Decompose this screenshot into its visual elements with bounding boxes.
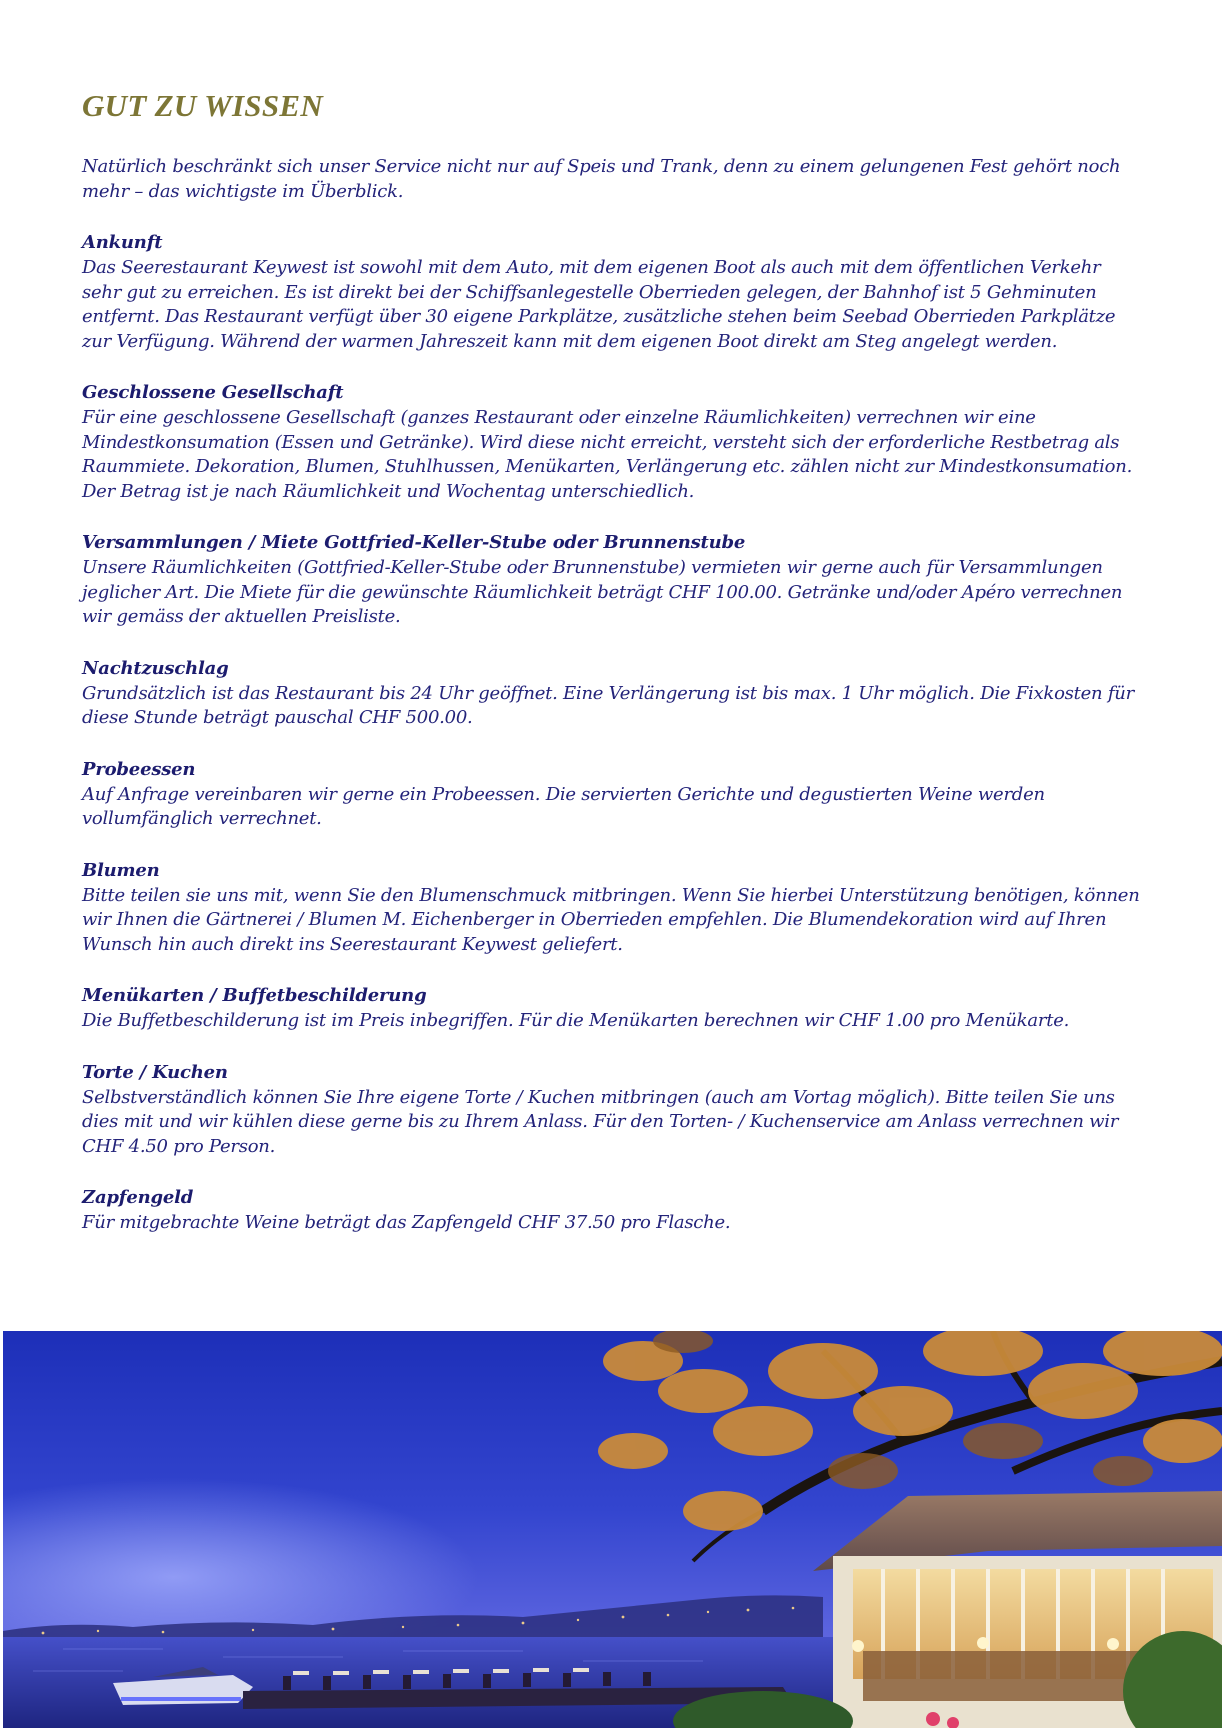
section-geschlossene-gesellschaft: [82, 380, 1142, 504]
lakeside-restaurant-photo: [3, 1331, 1222, 1728]
section-heading: Menükarten / Buffetbeschilderung: [82, 985, 427, 1006]
section-menuekarten: [82, 983, 1142, 1034]
section-zapfengeld: [82, 1185, 1142, 1236]
section-body: Unsere Räumlichkeiten (Gottfried-Keller-Stube oder Brunnenstube) vermieten wir gerne auch für Versammlungen jeglicher Art. Die Miete für die gewünschte Räumlichkeit beträgt CHF 100.00. Getränke und/oder Apéro verrechnen wir gemäss der aktuellen Preisliste.: [82, 557, 1123, 627]
section-body: Die Buffetbeschilderung ist im Preis inbegriffen. Für die Menükarten berechnen wir CHF 1.00 pro Menükarte.: [82, 1010, 1070, 1031]
page-title: GUT ZU WISSEN: [82, 88, 324, 123]
section-heading: Ankunft: [82, 232, 163, 253]
section-heading: Geschlossene Gesellschaft: [82, 382, 344, 403]
section-body: Für mitgebrachte Weine beträgt das Zapfengeld CHF 37.50 pro Flasche.: [82, 1212, 731, 1233]
section-body: Für eine geschlossene Gesellschaft (ganzes Restaurant oder einzelne Räumlichkeiten) verrechnen wir eine Mindestkonsumation (Essen und Getränke). Wird diese nicht erreicht, versteht sich der erforderliche Restbetrag als Raummiete. Dekoration, Blumen, Stuhlhussen, Menükarten, Verlängerung etc. zählen nicht zur Mindestkonsumation. Der Betrag ist je nach Räumlichkeit und Wochentag unterschiedlich.: [82, 407, 1133, 502]
intro-paragraph: Natürlich beschränkt sich unser Service nicht nur auf Speis und Trank, denn zu einem gelungenen Fest gehört noch mehr – das wichtigste im Überblick.: [82, 156, 1121, 202]
section-torte-kuchen: [82, 1060, 1142, 1160]
document-content: [82, 86, 1142, 1236]
section-heading: Nachtzuschlag: [82, 657, 229, 679]
night-lake-scene: [3, 1331, 1222, 1728]
section-body: Grundsätzlich ist das Restaurant bis 24 Uhr geöffnet. Eine Verlängerung ist bis max. 1 Uhr möglich. Die Fixkosten für diese Stunde beträgt pauschal CHF 500.00.: [82, 682, 1134, 728]
section-heading: Probeessen: [82, 758, 196, 780]
section-heading: Torte / Kuchen: [82, 1061, 228, 1083]
section-heading: Zapfengeld: [82, 1187, 194, 1208]
section-blumen: [82, 858, 1142, 958]
section-nachtzuschlag: [82, 656, 1142, 731]
section-versammlungen: [82, 530, 1142, 630]
section-probeessen: [82, 757, 1142, 832]
section-body: Das Seerestaurant Keywest ist sowohl mit dem Auto, mit dem eigenen Boot als auch mit dem öffentlichen Verkehr sehr gut zu erreichen. Es ist direkt bei der Schiffsanlegestelle Oberrieden gelegen, der Bahnhof ist 5 Gehminuten entfernt. Das Restaurant verfügt über 30 eigene Parkplätze, zusätzliche stehen beim Seebad Oberrieden Parkplätze zur Verfügung. Während der warmen Jahreszeit kann mit dem eigenen Boot direkt am Steg angelegt werden.: [82, 257, 1116, 352]
section-body: Selbstverständlich können Sie Ihre eigene Torte / Kuchen mitbringen (auch am Vortag möglich). Bitte teilen Sie uns dies mit und wir kühlen diese gerne bis zu Ihrem Anlass. Für den Torten- / Kuchenservice am Anlass verrechnen wir CHF 4.50 pro Person.: [82, 1086, 1119, 1157]
section-heading: Blumen: [82, 859, 160, 881]
section-body: Bitte teilen sie uns mit, wenn Sie den Blumenschmuck mitbringen. Wenn Sie hierbei Unterstützung benötigen, können wir Ihnen die Gärtnerei / Blumen M. Eichenberger in Oberrieden empfehlen. Die Blumendekoration wird auf Ihren Wunsch hin auch direkt ins Seerestaurant Keywest geliefert.: [82, 884, 1140, 955]
section-heading: Versammlungen / Miete Gottfried-Keller-Stube oder Brunnenstube: [82, 532, 746, 553]
section-ankunft: [82, 230, 1142, 354]
section-body: Auf Anfrage vereinbaren wir gerne ein Probeessen. Die servierten Gerichte und degustierten Weine werden vollumfänglich verrechnet.: [82, 783, 1045, 829]
